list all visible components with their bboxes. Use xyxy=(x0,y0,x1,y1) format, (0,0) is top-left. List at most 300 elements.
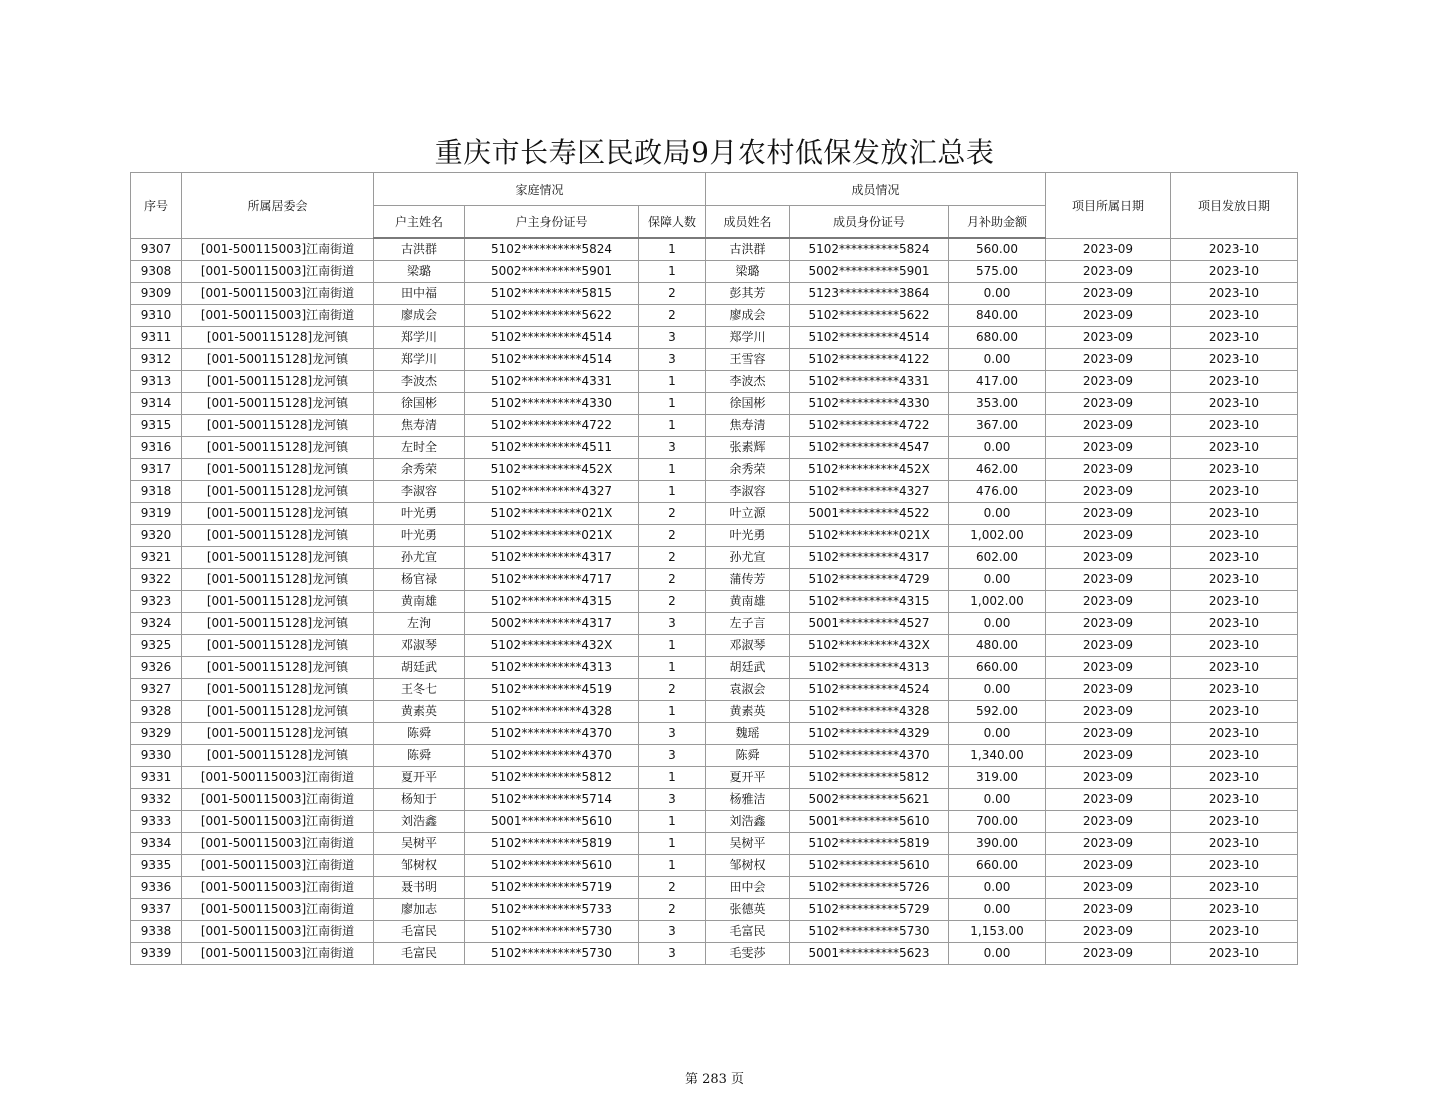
cell-head-id: 5102**********4328 xyxy=(465,701,639,723)
cell-covered: 3 xyxy=(639,437,706,459)
cell-committee: [001-500115128]龙河镇 xyxy=(182,481,374,503)
header-member-group: 成员情况 xyxy=(706,173,1046,206)
cell-project-date: 2023-09 xyxy=(1046,371,1171,393)
cell-member-name: 胡廷武 xyxy=(706,657,790,679)
cell-member-name: 余秀荣 xyxy=(706,459,790,481)
cell-project-date: 2023-09 xyxy=(1046,238,1171,261)
cell-head-id: 5102**********5819 xyxy=(465,833,639,855)
cell-member-id: 5001**********4522 xyxy=(790,503,949,525)
header-project-date: 项目所属日期 xyxy=(1046,173,1171,239)
cell-amount: 0.00 xyxy=(949,613,1046,635)
cell-project-date: 2023-09 xyxy=(1046,855,1171,877)
cell-project-date: 2023-09 xyxy=(1046,261,1171,283)
cell-head-name: 夏开平 xyxy=(374,767,465,789)
cell-committee: [001-500115128]龙河镇 xyxy=(182,591,374,613)
cell-committee: [001-500115003]江南街道 xyxy=(182,305,374,327)
cell-member-id: 5102**********5819 xyxy=(790,833,949,855)
cell-issue-date: 2023-10 xyxy=(1171,547,1298,569)
cell-amount: 476.00 xyxy=(949,481,1046,503)
cell-covered: 2 xyxy=(639,569,706,591)
cell-covered: 2 xyxy=(639,305,706,327)
cell-member-name: 孙尤宣 xyxy=(706,547,790,569)
table-row xyxy=(131,459,1298,481)
table-row xyxy=(131,833,1298,855)
cell-amount: 575.00 xyxy=(949,261,1046,283)
cell-project-date: 2023-09 xyxy=(1046,459,1171,481)
cell-issue-date: 2023-10 xyxy=(1171,261,1298,283)
cell-seq: 9328 xyxy=(131,701,182,723)
cell-head-name: 古洪群 xyxy=(374,238,465,261)
cell-committee: [001-500115128]龙河镇 xyxy=(182,437,374,459)
cell-amount: 1,153.00 xyxy=(949,921,1046,943)
cell-amount: 480.00 xyxy=(949,635,1046,657)
cell-committee: [001-500115128]龙河镇 xyxy=(182,327,374,349)
cell-member-id: 5102**********4315 xyxy=(790,591,949,613)
cell-seq: 9326 xyxy=(131,657,182,679)
cell-member-id: 5102**********5729 xyxy=(790,899,949,921)
cell-project-date: 2023-09 xyxy=(1046,481,1171,503)
table-header xyxy=(131,173,1298,239)
cell-issue-date: 2023-10 xyxy=(1171,877,1298,899)
cell-member-id: 5102**********432X xyxy=(790,635,949,657)
cell-committee: [001-500115003]江南街道 xyxy=(182,767,374,789)
cell-member-id: 5102**********4370 xyxy=(790,745,949,767)
cell-member-id: 5102**********5824 xyxy=(790,238,949,261)
table-row xyxy=(131,283,1298,305)
cell-member-name: 邹树权 xyxy=(706,855,790,877)
cell-project-date: 2023-09 xyxy=(1046,327,1171,349)
cell-issue-date: 2023-10 xyxy=(1171,811,1298,833)
cell-member-name: 徐国彬 xyxy=(706,393,790,415)
cell-amount: 0.00 xyxy=(949,877,1046,899)
cell-amount: 0.00 xyxy=(949,899,1046,921)
cell-project-date: 2023-09 xyxy=(1046,503,1171,525)
cell-seq: 9325 xyxy=(131,635,182,657)
cell-head-id: 5102**********5714 xyxy=(465,789,639,811)
cell-member-name: 左子言 xyxy=(706,613,790,635)
cell-head-id: 5102**********4370 xyxy=(465,723,639,745)
cell-member-name: 梁璐 xyxy=(706,261,790,283)
cell-member-name: 焦寿清 xyxy=(706,415,790,437)
table-row xyxy=(131,437,1298,459)
cell-seq: 9324 xyxy=(131,613,182,635)
cell-seq: 9309 xyxy=(131,283,182,305)
cell-issue-date: 2023-10 xyxy=(1171,393,1298,415)
cell-member-id: 5102**********021X xyxy=(790,525,949,547)
cell-amount: 417.00 xyxy=(949,371,1046,393)
cell-covered: 1 xyxy=(639,393,706,415)
cell-head-name: 焦寿清 xyxy=(374,415,465,437)
cell-head-id: 5001**********5610 xyxy=(465,811,639,833)
cell-committee: [001-500115128]龙河镇 xyxy=(182,613,374,635)
cell-head-name: 王冬七 xyxy=(374,679,465,701)
cell-head-name: 胡廷武 xyxy=(374,657,465,679)
cell-covered: 1 xyxy=(639,481,706,503)
cell-project-date: 2023-09 xyxy=(1046,877,1171,899)
cell-member-name: 李淑容 xyxy=(706,481,790,503)
cell-covered: 2 xyxy=(639,525,706,547)
cell-project-date: 2023-09 xyxy=(1046,613,1171,635)
cell-member-name: 邓淑琴 xyxy=(706,635,790,657)
table-row xyxy=(131,525,1298,547)
cell-issue-date: 2023-10 xyxy=(1171,657,1298,679)
cell-committee: [001-500115003]江南街道 xyxy=(182,899,374,921)
cell-amount: 0.00 xyxy=(949,283,1046,305)
cell-seq: 9313 xyxy=(131,371,182,393)
cell-committee: [001-500115128]龙河镇 xyxy=(182,371,374,393)
cell-project-date: 2023-09 xyxy=(1046,305,1171,327)
cell-covered: 1 xyxy=(639,855,706,877)
cell-committee: [001-500115003]江南街道 xyxy=(182,833,374,855)
cell-head-id: 5002**********5901 xyxy=(465,261,639,283)
cell-head-name: 邓淑琴 xyxy=(374,635,465,657)
cell-member-id: 5102**********4729 xyxy=(790,569,949,591)
cell-head-id: 5102**********4519 xyxy=(465,679,639,701)
cell-member-id: 5001**********5610 xyxy=(790,811,949,833)
cell-project-date: 2023-09 xyxy=(1046,767,1171,789)
cell-seq: 9331 xyxy=(131,767,182,789)
cell-head-name: 孙尤宣 xyxy=(374,547,465,569)
cell-covered: 1 xyxy=(639,459,706,481)
cell-head-name: 郑学川 xyxy=(374,349,465,371)
cell-member-name: 田中会 xyxy=(706,877,790,899)
cell-project-date: 2023-09 xyxy=(1046,723,1171,745)
cell-project-date: 2023-09 xyxy=(1046,283,1171,305)
cell-head-name: 毛富民 xyxy=(374,943,465,965)
cell-seq: 9321 xyxy=(131,547,182,569)
table-row xyxy=(131,943,1298,965)
cell-head-name: 徐国彬 xyxy=(374,393,465,415)
table-row xyxy=(131,723,1298,745)
cell-committee: [001-500115128]龙河镇 xyxy=(182,635,374,657)
cell-member-name: 郑学川 xyxy=(706,327,790,349)
cell-head-id: 5102**********4313 xyxy=(465,657,639,679)
cell-member-id: 5002**********5621 xyxy=(790,789,949,811)
table-row xyxy=(131,921,1298,943)
header-committee: 所属居委会 xyxy=(182,173,374,239)
cell-seq: 9319 xyxy=(131,503,182,525)
cell-amount: 0.00 xyxy=(949,723,1046,745)
cell-amount: 390.00 xyxy=(949,833,1046,855)
cell-covered: 3 xyxy=(639,943,706,965)
cell-member-name: 袁淑会 xyxy=(706,679,790,701)
cell-head-id: 5102**********5730 xyxy=(465,921,639,943)
cell-covered: 3 xyxy=(639,327,706,349)
cell-covered: 3 xyxy=(639,789,706,811)
page-title: 重庆市长寿区民政局9月农村低保发放汇总表 xyxy=(434,136,995,169)
cell-issue-date: 2023-10 xyxy=(1171,855,1298,877)
cell-project-date: 2023-09 xyxy=(1046,635,1171,657)
cell-project-date: 2023-09 xyxy=(1046,679,1171,701)
table-row xyxy=(131,327,1298,349)
cell-member-id: 5102**********452X xyxy=(790,459,949,481)
cell-member-id: 5102**********4330 xyxy=(790,393,949,415)
header-member-id: 成员身份证号 xyxy=(790,206,949,239)
cell-member-id: 5002**********5901 xyxy=(790,261,949,283)
cell-head-id: 5102**********5824 xyxy=(465,238,639,261)
cell-issue-date: 2023-10 xyxy=(1171,459,1298,481)
cell-issue-date: 2023-10 xyxy=(1171,723,1298,745)
table-row xyxy=(131,789,1298,811)
cell-member-name: 蒲传芳 xyxy=(706,569,790,591)
cell-head-id: 5102**********4330 xyxy=(465,393,639,415)
cell-covered: 3 xyxy=(639,723,706,745)
cell-issue-date: 2023-10 xyxy=(1171,481,1298,503)
cell-seq: 9318 xyxy=(131,481,182,503)
cell-covered: 1 xyxy=(639,811,706,833)
cell-amount: 0.00 xyxy=(949,569,1046,591)
cell-member-name: 张素辉 xyxy=(706,437,790,459)
cell-head-id: 5102**********4722 xyxy=(465,415,639,437)
cell-committee: [001-500115128]龙河镇 xyxy=(182,701,374,723)
cell-seq: 9327 xyxy=(131,679,182,701)
cell-head-name: 梁璐 xyxy=(374,261,465,283)
low-income-subsidy-table xyxy=(130,172,1298,965)
cell-covered: 3 xyxy=(639,349,706,371)
cell-member-id: 5001**********5623 xyxy=(790,943,949,965)
cell-seq: 9311 xyxy=(131,327,182,349)
cell-seq: 9330 xyxy=(131,745,182,767)
cell-member-name: 王雪容 xyxy=(706,349,790,371)
cell-head-id: 5102**********432X xyxy=(465,635,639,657)
cell-head-name: 聂书明 xyxy=(374,877,465,899)
cell-covered: 1 xyxy=(639,238,706,261)
cell-amount: 0.00 xyxy=(949,349,1046,371)
cell-committee: [001-500115128]龙河镇 xyxy=(182,349,374,371)
cell-committee: [001-500115128]龙河镇 xyxy=(182,547,374,569)
cell-head-name: 田中福 xyxy=(374,283,465,305)
cell-amount: 319.00 xyxy=(949,767,1046,789)
cell-head-id: 5102**********4315 xyxy=(465,591,639,613)
cell-amount: 0.00 xyxy=(949,789,1046,811)
cell-member-name: 李波杰 xyxy=(706,371,790,393)
cell-covered: 1 xyxy=(639,261,706,283)
cell-committee: [001-500115003]江南街道 xyxy=(182,921,374,943)
header-covered: 保障人数 xyxy=(639,206,706,239)
cell-amount: 602.00 xyxy=(949,547,1046,569)
cell-committee: [001-500115003]江南街道 xyxy=(182,789,374,811)
cell-committee: [001-500115003]江南街道 xyxy=(182,855,374,877)
cell-head-id: 5102**********5733 xyxy=(465,899,639,921)
cell-head-id: 5102**********4327 xyxy=(465,481,639,503)
cell-head-id: 5102**********021X xyxy=(465,503,639,525)
cell-head-id: 5102**********452X xyxy=(465,459,639,481)
header-head-name: 户主姓名 xyxy=(374,206,465,239)
cell-head-name: 廖成会 xyxy=(374,305,465,327)
cell-member-name: 夏开平 xyxy=(706,767,790,789)
cell-member-name: 陈舜 xyxy=(706,745,790,767)
cell-project-date: 2023-09 xyxy=(1046,943,1171,965)
cell-member-id: 5001**********4527 xyxy=(790,613,949,635)
cell-member-id: 5102**********4722 xyxy=(790,415,949,437)
cell-amount: 700.00 xyxy=(949,811,1046,833)
table-row xyxy=(131,657,1298,679)
cell-member-name: 叶光勇 xyxy=(706,525,790,547)
cell-committee: [001-500115003]江南街道 xyxy=(182,943,374,965)
cell-head-id: 5102**********4331 xyxy=(465,371,639,393)
cell-head-name: 廖加志 xyxy=(374,899,465,921)
cell-head-name: 左洵 xyxy=(374,613,465,635)
cell-seq: 9338 xyxy=(131,921,182,943)
cell-head-id: 5102**********021X xyxy=(465,525,639,547)
table-row xyxy=(131,591,1298,613)
cell-member-id: 5102**********5622 xyxy=(790,305,949,327)
cell-head-id: 5102**********4514 xyxy=(465,327,639,349)
cell-committee: [001-500115128]龙河镇 xyxy=(182,657,374,679)
cell-project-date: 2023-09 xyxy=(1046,833,1171,855)
cell-project-date: 2023-09 xyxy=(1046,745,1171,767)
cell-issue-date: 2023-10 xyxy=(1171,591,1298,613)
cell-issue-date: 2023-10 xyxy=(1171,899,1298,921)
cell-amount: 0.00 xyxy=(949,437,1046,459)
cell-seq: 9339 xyxy=(131,943,182,965)
header-issue-date: 项目发放日期 xyxy=(1171,173,1298,239)
cell-head-name: 李波杰 xyxy=(374,371,465,393)
cell-head-id: 5102**********5719 xyxy=(465,877,639,899)
header-head-id: 户主身份证号 xyxy=(465,206,639,239)
cell-seq: 9317 xyxy=(131,459,182,481)
cell-amount: 1,340.00 xyxy=(949,745,1046,767)
table-row xyxy=(131,679,1298,701)
cell-head-name: 杨知于 xyxy=(374,789,465,811)
cell-member-id: 5102**********5610 xyxy=(790,855,949,877)
cell-member-name: 古洪群 xyxy=(706,238,790,261)
cell-head-id: 5102**********4370 xyxy=(465,745,639,767)
cell-amount: 462.00 xyxy=(949,459,1046,481)
cell-covered: 2 xyxy=(639,899,706,921)
cell-project-date: 2023-09 xyxy=(1046,525,1171,547)
header-seq: 序号 xyxy=(131,173,182,239)
cell-amount: 840.00 xyxy=(949,305,1046,327)
cell-head-name: 邹树权 xyxy=(374,855,465,877)
cell-committee: [001-500115003]江南街道 xyxy=(182,261,374,283)
cell-amount: 0.00 xyxy=(949,943,1046,965)
cell-head-id: 5102**********4514 xyxy=(465,349,639,371)
cell-amount: 560.00 xyxy=(949,238,1046,261)
cell-project-date: 2023-09 xyxy=(1046,393,1171,415)
table-row xyxy=(131,238,1298,261)
cell-seq: 9333 xyxy=(131,811,182,833)
cell-issue-date: 2023-10 xyxy=(1171,745,1298,767)
cell-committee: [001-500115128]龙河镇 xyxy=(182,415,374,437)
cell-head-name: 毛富民 xyxy=(374,921,465,943)
cell-head-name: 左时全 xyxy=(374,437,465,459)
cell-covered: 3 xyxy=(639,613,706,635)
header-family-group: 家庭情况 xyxy=(374,173,706,206)
cell-head-name: 吴树平 xyxy=(374,833,465,855)
cell-covered: 2 xyxy=(639,503,706,525)
cell-member-name: 毛富民 xyxy=(706,921,790,943)
cell-amount: 660.00 xyxy=(949,657,1046,679)
cell-head-id: 5102**********4317 xyxy=(465,547,639,569)
cell-committee: [001-500115003]江南街道 xyxy=(182,238,374,261)
cell-member-name: 毛雯莎 xyxy=(706,943,790,965)
cell-covered: 1 xyxy=(639,701,706,723)
cell-head-name: 杨官禄 xyxy=(374,569,465,591)
cell-issue-date: 2023-10 xyxy=(1171,789,1298,811)
cell-member-id: 5102**********5730 xyxy=(790,921,949,943)
cell-member-id: 5102**********4328 xyxy=(790,701,949,723)
cell-head-name: 陈舜 xyxy=(374,723,465,745)
cell-head-name: 郑学川 xyxy=(374,327,465,349)
cell-member-name: 彭其芳 xyxy=(706,283,790,305)
cell-covered: 1 xyxy=(639,833,706,855)
cell-seq: 9323 xyxy=(131,591,182,613)
cell-committee: [001-500115003]江南街道 xyxy=(182,811,374,833)
cell-amount: 660.00 xyxy=(949,855,1046,877)
cell-covered: 3 xyxy=(639,745,706,767)
cell-covered: 2 xyxy=(639,679,706,701)
cell-member-id: 5102**********4329 xyxy=(790,723,949,745)
cell-member-name: 张德英 xyxy=(706,899,790,921)
cell-committee: [001-500115128]龙河镇 xyxy=(182,525,374,547)
cell-amount: 353.00 xyxy=(949,393,1046,415)
cell-covered: 3 xyxy=(639,921,706,943)
cell-issue-date: 2023-10 xyxy=(1171,635,1298,657)
cell-head-name: 黄素英 xyxy=(374,701,465,723)
cell-head-name: 余秀荣 xyxy=(374,459,465,481)
cell-committee: [001-500115003]江南街道 xyxy=(182,877,374,899)
header-amount: 月补助金额 xyxy=(949,206,1046,239)
cell-head-name: 陈舜 xyxy=(374,745,465,767)
cell-seq: 9337 xyxy=(131,899,182,921)
table-row xyxy=(131,371,1298,393)
cell-issue-date: 2023-10 xyxy=(1171,701,1298,723)
cell-issue-date: 2023-10 xyxy=(1171,767,1298,789)
cell-project-date: 2023-09 xyxy=(1046,921,1171,943)
cell-project-date: 2023-09 xyxy=(1046,591,1171,613)
cell-committee: [001-500115128]龙河镇 xyxy=(182,503,374,525)
cell-member-id: 5102**********4317 xyxy=(790,547,949,569)
cell-issue-date: 2023-10 xyxy=(1171,238,1298,261)
header-member-name: 成员姓名 xyxy=(706,206,790,239)
table-row xyxy=(131,503,1298,525)
cell-member-name: 杨雅洁 xyxy=(706,789,790,811)
cell-member-name: 魏瑶 xyxy=(706,723,790,745)
cell-covered: 1 xyxy=(639,657,706,679)
cell-head-id: 5102**********4717 xyxy=(465,569,639,591)
cell-amount: 367.00 xyxy=(949,415,1046,437)
page-number: 第 283 页 xyxy=(684,1072,745,1087)
cell-amount: 0.00 xyxy=(949,503,1046,525)
cell-seq: 9314 xyxy=(131,393,182,415)
cell-committee: [001-500115003]江南街道 xyxy=(182,283,374,305)
table-row xyxy=(131,415,1298,437)
table-row xyxy=(131,635,1298,657)
cell-head-id: 5102**********5730 xyxy=(465,943,639,965)
cell-head-name: 黄南雄 xyxy=(374,591,465,613)
cell-seq: 9308 xyxy=(131,261,182,283)
cell-covered: 2 xyxy=(639,877,706,899)
table-row xyxy=(131,305,1298,327)
table-row xyxy=(131,877,1298,899)
table-row xyxy=(131,701,1298,723)
table-row xyxy=(131,393,1298,415)
table-body xyxy=(131,238,1298,965)
cell-issue-date: 2023-10 xyxy=(1171,943,1298,965)
cell-issue-date: 2023-10 xyxy=(1171,569,1298,591)
table-row xyxy=(131,767,1298,789)
table-row xyxy=(131,349,1298,371)
cell-head-name: 李淑容 xyxy=(374,481,465,503)
cell-head-id: 5002**********4317 xyxy=(465,613,639,635)
cell-covered: 1 xyxy=(639,371,706,393)
table-row xyxy=(131,569,1298,591)
cell-issue-date: 2023-10 xyxy=(1171,833,1298,855)
cell-member-id: 5102**********4327 xyxy=(790,481,949,503)
table-row xyxy=(131,811,1298,833)
cell-committee: [001-500115128]龙河镇 xyxy=(182,745,374,767)
